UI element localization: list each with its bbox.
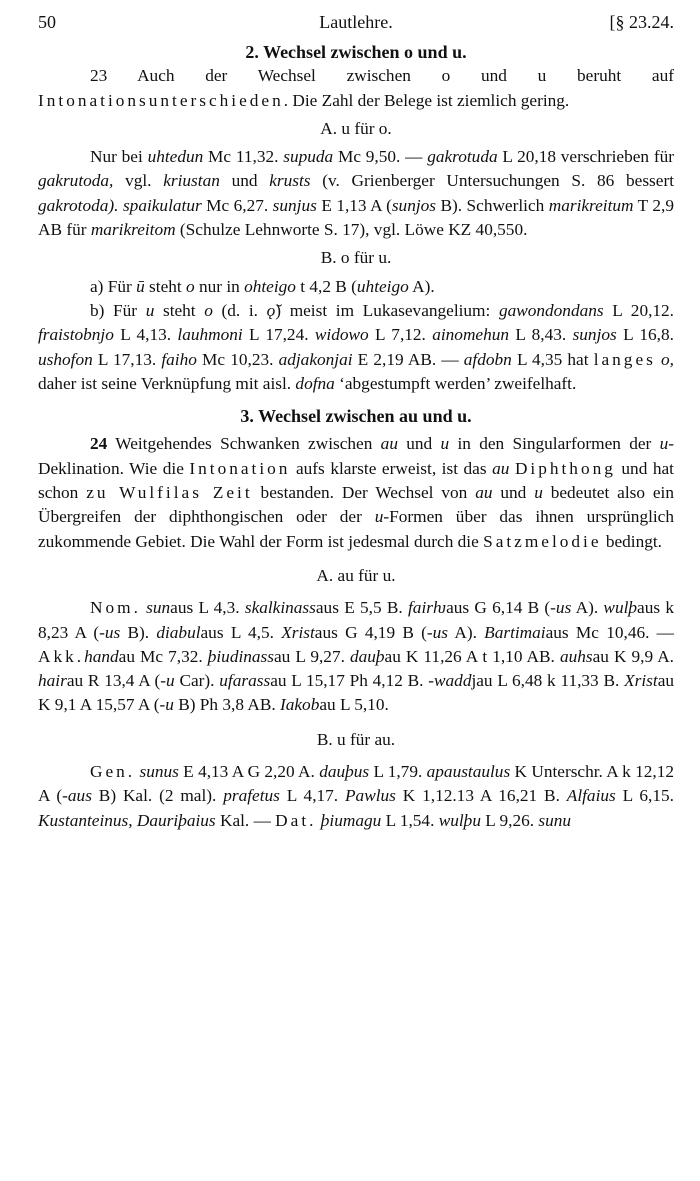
paragraph-24-a: Nom. sunaus L 4,3. skalkinassaus E 5,5 B. fairƕaus G 6,14 B (-us A). wulþaus k 8,23 A (-us B). diabulaus L 4,5. Xristaus G 4,19 B (-us A). Bartimaiaus Mc 10,46. — Akk.handau Mc 7,32. þiudinassau L 9,27. dauþau K 11,26 A t 1,10 AB. auhsau K 9,9 A. hairau R 13,4 A (-u Car). ufarassau L 15,17 Ph 4,12 B. -waddjau L 6,48 k 11,33 B. Xristau K 9,1 A 15,57 A (-u B) Ph 3,8 AB. Iakobau L 5,10. <box>38 598 674 715</box>
running-title: Lautlehre. <box>319 12 393 32</box>
paragraph-23-b-b: b) Für u steht o (d. i. ǫ̆) meist im Lukasevangelium: gawondondans L 20,12. fraistobnjo L 4,13. lauhmoni L 17,24. widowo L 7,12. ainomehun L 8,43. sunjos L 16,8. ushofon L 17,13. faiho Mc 10,23. adjakonjai E 2,19 AB. — afdobn L 4,35 hat langes o, daher ist seine Verknüpfung mit aisl. dofna ‘abgestumpft werden’ zweifelhaft. <box>38 300 675 393</box>
running-head <box>38 10 674 40</box>
page-number: 50 <box>38 12 56 32</box>
subheading-24-a: A. au für u. <box>316 565 396 585</box>
section-heading-3: 3. Wechsel zwischen au und u. <box>240 406 472 427</box>
subheading-23-b: B. o für u. <box>320 248 392 268</box>
subheading-24-b: B. u für au. <box>316 729 396 749</box>
section-marker: [§ 23.24. <box>609 12 674 32</box>
book-page <box>38 10 674 1170</box>
paragraph-24-b: Gen. sunus E 4,13 A G 2,20 A. dauþus L 1,79. apaustaulus K Unterschr. A k 12,12 A (-aus B) Kal. (2 mal). prafetus L 4,17. Pawlus K 1,12.13 A 16,21 B. Alfaius L 6,15. Kustanteinus, Dauriþaius Kal. — Dat. þiumagu L 1,54. wulþu L 9,26. sunu <box>38 762 674 830</box>
paragraph-number: 24 <box>90 434 108 454</box>
paragraph-number: 23 <box>90 66 108 86</box>
section-heading-2: 2. Wechsel zwischen o und u. <box>245 42 467 62</box>
paragraph-23: 23 Auch der Wechsel zwischen o und u beruht auf Intonationsunterschieden. Die Zahl der Belege ist ziemlich gering. <box>38 66 674 110</box>
paragraph-23-a: Nur bei uhtedun Mc 11,32. supuda Mc 9,50. — gakrotuda L 20,18 verschrieben für gakrutoda, vgl. kriustan und krusts (v. Grienberger Untersuchungen S. 86 bessert gakrotoda). spaikulatur Mc 6,27. sunjus E 1,13 A (sunjos B). Schwerlich marikreitum T 2,9 AB für marikreitom (Schulze Lehnworte S. 17), vgl. Löwe KZ 40,550. <box>38 147 675 240</box>
paragraph-24: 24 Weitgehendes Schwanken zwischen au und u in den Singularformen der u-Deklination. Wie die Intonation aufs klarste erweist, ist das au Diphthong und hat schon zu Wulfilas Zeit bestanden. Der Wechsel von au und u bedeutet also ein Übergreifen der diphthongischen oder der u-Formen über das ihnen ursprünglich zukommende Gebiet. Die Wahl der Form ist jedesmal durch die Satzmelodie bedingt. <box>38 434 675 551</box>
paragraph-23-b-a: a) Für ū steht o nur in ohteigo t 4,2 B (uhteigo A). <box>90 276 435 296</box>
subheading-23-a: A. u für o. <box>320 118 392 138</box>
